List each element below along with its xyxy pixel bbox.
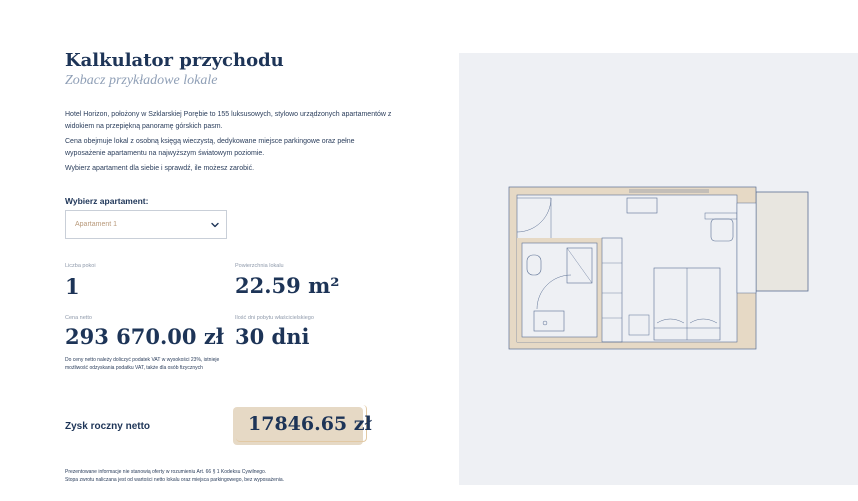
price-note: Do ceny netto należy doliczyć podatek VAT w wysokości 23%, istnieje możliwość odzyskania podatku VAT, także dla osób fizycznych [65, 357, 220, 371]
floor-plan-panel [459, 53, 858, 485]
apartment-select-label: Wybierz apartament: [65, 196, 149, 206]
page-subtitle: Zobacz przykładowe lokale [65, 73, 218, 88]
area-value: 22.59 m² [235, 273, 340, 298]
intro-paragraph-2: Cena obejmuje lokal z osobną księgą wieczystą, dedykowane miejsce parkingowe oraz pełne wyposażenie apartamentu na najwyższym światowym poziomie. [65, 138, 355, 157]
price-label: Cena netto [65, 315, 92, 321]
area-label: Powierzchnia lokalu [235, 263, 284, 269]
intro-paragraph-1: Hotel Horizon, położony w Szklarskiej Porębie to 155 luksusowych, stylowo urządzonych apartamentów z widokiem na przepiękną panoramę górskich pasm. [65, 111, 392, 130]
apartment-select[interactable] [65, 210, 227, 239]
profit-label: Zysk roczny netto [65, 421, 151, 432]
days-value: 30 dni [235, 324, 310, 349]
rooms-label: Liczba pokoi [65, 263, 96, 269]
floor-plan-image [459, 53, 858, 485]
intro-paragraph-3: Wybierz apartament dla siebie i sprawdź, ile możesz zarobić. [65, 165, 255, 172]
footer-disclaimer [65, 468, 284, 484]
apartment-select-value: Apartament 1 [75, 221, 118, 228]
chevron-down-icon [210, 220, 220, 230]
days-label: Ilość dni pobytu właścicielskiego [235, 315, 314, 321]
rooms-value: 1 [65, 274, 80, 299]
profit-value: 17846.65 zł [248, 413, 372, 435]
footer-line-1: Prezentowane informacje nie stanowią oferty w rozumieniu Art. 66 § 1 Kodeksu Cywilnego. [65, 469, 267, 475]
calculator-panel [65, 0, 405, 501]
footer-line-2: Stopa zwrotu naliczana jest od wartości netto lokalu oraz miejsca parkingowego, bez wyposażenia. [65, 477, 285, 483]
page-title: Kalkulator przychodu [65, 50, 284, 71]
price-value: 293 670.00 zł [65, 324, 224, 349]
profit-box [233, 405, 372, 445]
